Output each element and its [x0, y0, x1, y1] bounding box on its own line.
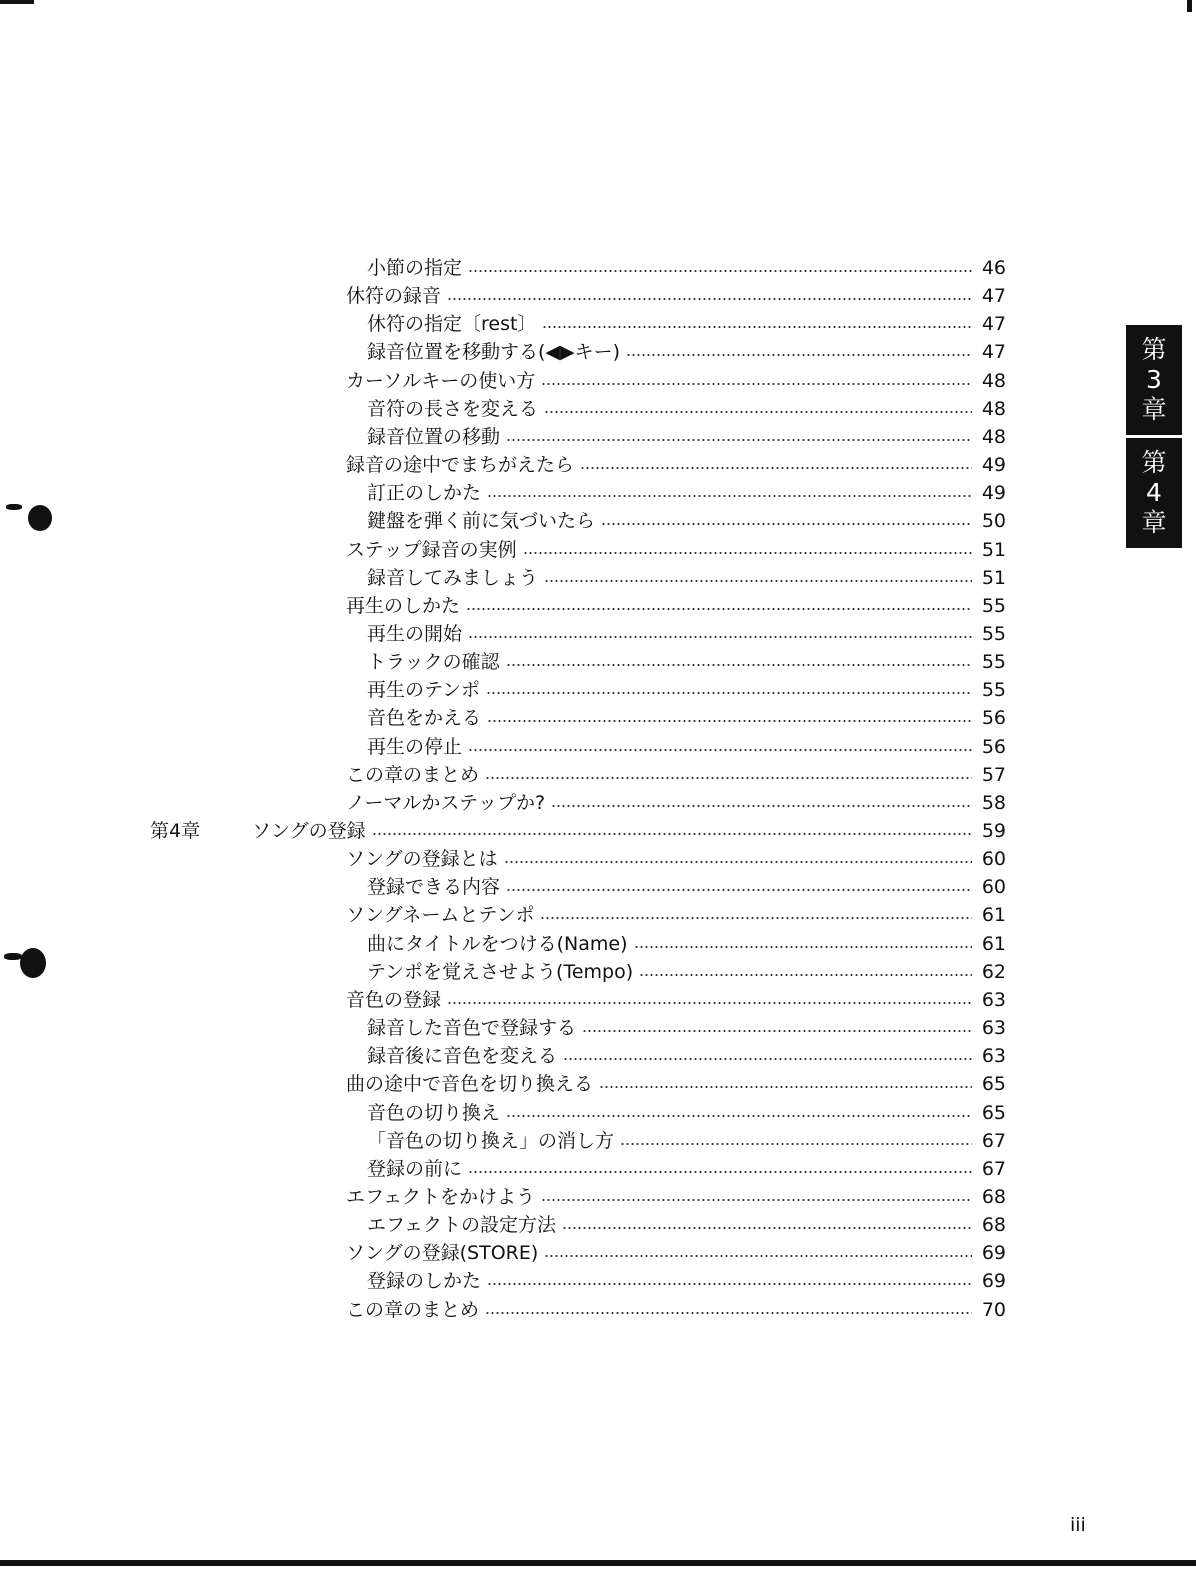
toc-page-number: 60 [981, 848, 1006, 871]
toc-dot-leader [506, 1115, 972, 1117]
toc-page-number: 63 [981, 988, 1006, 1011]
toc-entry-title: 録音してみましょう [367, 566, 539, 589]
toc-dot-leader [626, 354, 972, 356]
toc-row [0, 451, 1196, 479]
toc-entry [367, 676, 1006, 704]
toc-entry [367, 423, 1006, 451]
toc-row [0, 367, 1196, 395]
toc-dot-leader [485, 1312, 972, 1314]
toc-dot-leader [541, 383, 972, 385]
toc-page-number: 56 [981, 735, 1006, 758]
toc-entry-title: 鍵盤を弾く前に気づいたら [367, 510, 596, 533]
toc-row [0, 1183, 1196, 1211]
toc-dot-leader [551, 805, 972, 807]
toc-row [0, 479, 1196, 507]
toc-dot-leader [485, 777, 972, 779]
scan-mark-top-left [0, 0, 34, 4]
toc-entry [346, 789, 1006, 817]
toc-row [0, 254, 1196, 282]
toc-entry [367, 1127, 1006, 1155]
toc-page-number: 65 [981, 1101, 1006, 1124]
toc-entry [252, 817, 1006, 845]
toc-page-number: 58 [981, 791, 1006, 814]
toc-page-number: 62 [981, 960, 1006, 983]
toc-entry-title: 休符の録音 [346, 285, 442, 308]
toc-entry-title: 音符の長さを変える [367, 397, 539, 420]
toc-row [0, 1239, 1196, 1267]
toc-dot-leader [487, 495, 972, 497]
toc-dot-leader [506, 889, 972, 891]
toc-row [0, 1099, 1196, 1127]
toc-page-number: 47 [981, 285, 1006, 308]
toc-dot-leader [468, 270, 972, 272]
toc-entry-title: 再生のテンポ [367, 679, 481, 702]
toc-dot-leader [563, 1058, 972, 1060]
toc-entry [367, 1099, 1006, 1127]
toc-dot-leader [580, 467, 972, 469]
toc-entry-title: ソングの登録とは [346, 848, 498, 871]
toc-entry [346, 451, 1006, 479]
toc-entry [346, 1239, 1006, 1267]
toc-entry-title: この章のまとめ [346, 763, 480, 786]
toc-dot-leader [634, 946, 973, 948]
toc-dot-leader [544, 1255, 972, 1257]
toc-page-number: 51 [981, 538, 1006, 561]
toc-entry [346, 986, 1006, 1014]
toc-entry-title: 音色の登録 [346, 988, 442, 1011]
toc-page-number: 63 [981, 1045, 1006, 1068]
toc-entry [367, 310, 1006, 338]
toc-page-number: 65 [981, 1073, 1006, 1096]
toc-dot-leader [506, 439, 972, 441]
toc-entry [346, 536, 1006, 564]
toc-row [0, 1155, 1196, 1183]
toc-entry [367, 507, 1006, 535]
toc-dot-leader [601, 523, 972, 525]
toc-dot-leader [541, 1199, 972, 1201]
toc-entry [346, 845, 1006, 873]
toc-dot-leader [523, 552, 972, 554]
toc-entry-title: ステップ録音の実例 [346, 538, 517, 561]
toc-entry-title: 「音色の切り換え」の消し方 [367, 1129, 615, 1152]
toc-row [0, 1211, 1196, 1239]
toc-dot-leader [544, 580, 972, 582]
tab-char: 章 [1141, 508, 1167, 537]
toc-entry [367, 930, 1006, 958]
toc-dot-leader [372, 833, 972, 835]
toc-entry [367, 648, 1006, 676]
toc-row [0, 592, 1196, 620]
toc-page-number: 47 [981, 341, 1006, 364]
toc-entry [346, 761, 1006, 789]
toc-entry [346, 367, 1006, 395]
toc-row [0, 986, 1196, 1014]
toc-entry [346, 282, 1006, 310]
toc-entry-title: 音色の切り換え [367, 1101, 501, 1124]
toc-row [0, 507, 1196, 535]
toc-row [0, 845, 1196, 873]
toc-row [0, 704, 1196, 732]
toc-entry [367, 338, 1006, 366]
toc-row [0, 873, 1196, 901]
toc-dot-leader [504, 861, 972, 863]
toc-page-number: 47 [981, 313, 1006, 336]
toc-row [0, 1267, 1196, 1295]
toc-entry-title: 再生の開始 [367, 622, 463, 645]
toc-entry-title: ソングの登録(STORE) [346, 1242, 539, 1265]
toc-page-number: 57 [981, 763, 1006, 786]
toc-dot-leader [542, 326, 972, 328]
toc-row [0, 1070, 1196, 1098]
tab-char: 4 [1146, 478, 1162, 507]
toc-dot-leader [562, 1227, 972, 1229]
toc-row [0, 338, 1196, 366]
toc-row [0, 1042, 1196, 1070]
toc-dot-leader [487, 1283, 972, 1285]
toc-page-number: 48 [981, 397, 1006, 420]
toc-page-number: 67 [981, 1157, 1006, 1180]
toc-page-number: 63 [981, 1017, 1006, 1040]
toc-entry [367, 958, 1006, 986]
toc-entry-title: 録音後に音色を変える [367, 1045, 558, 1068]
toc-entry-title: テンポを覚えさせよう(Tempo) [367, 960, 634, 983]
toc-page-number: 69 [981, 1270, 1006, 1293]
toc-page-number: 51 [981, 566, 1006, 589]
toc-page-number: 68 [981, 1185, 1006, 1208]
toc-entry-title: 録音位置の移動 [367, 425, 501, 448]
toc-page-number: 55 [981, 594, 1006, 617]
tab-char: 3 [1146, 365, 1162, 394]
toc-dot-leader [540, 917, 972, 919]
toc-entry-title: 小節の指定 [367, 257, 463, 279]
toc-entry-title: エフェクトの設定方法 [367, 1214, 557, 1237]
toc-dot-leader [639, 974, 972, 976]
toc-row [0, 930, 1196, 958]
toc-entry [346, 901, 1006, 929]
toc-row [0, 310, 1196, 338]
toc-row [0, 536, 1196, 564]
toc-entry-title: 曲の途中で音色を切り換える [346, 1073, 594, 1096]
toc-entry [367, 620, 1006, 648]
toc-entry-title: 録音位置を移動する(◀▶キー) [367, 341, 621, 364]
toc-dot-leader [466, 608, 972, 610]
toc-row [0, 1014, 1196, 1042]
toc-page-number: 48 [981, 369, 1006, 392]
toc-entry [367, 733, 1006, 761]
toc-entry-title: 録音した音色で登録する [367, 1017, 577, 1040]
toc-row [0, 901, 1196, 929]
toc-dot-leader [447, 298, 972, 300]
toc-page-number: 50 [981, 510, 1006, 533]
toc-dot-leader [468, 636, 972, 638]
toc-row [0, 733, 1196, 761]
toc-row [0, 958, 1196, 986]
toc-dot-leader [447, 1002, 972, 1004]
toc-entry-title: 登録できる内容 [367, 876, 501, 899]
toc-page-number: 61 [981, 904, 1006, 927]
toc-entry [367, 1042, 1006, 1070]
toc-page-number: 56 [981, 707, 1006, 730]
toc-entry [346, 592, 1006, 620]
toc-dot-leader [599, 1086, 972, 1088]
toc-entry [367, 873, 1006, 901]
toc-page-number: 55 [981, 622, 1006, 645]
toc-page-number: 49 [981, 482, 1006, 505]
toc-page-number: 61 [981, 932, 1006, 955]
toc-page-number: 70 [981, 1298, 1006, 1321]
toc-entry-title: 休符の指定〔rest〕 [367, 313, 537, 336]
toc-entry [346, 1183, 1006, 1211]
toc-entry [367, 704, 1006, 732]
toc-dot-leader [506, 664, 972, 666]
scan-mark-top-right [1187, 0, 1192, 12]
toc-row [0, 395, 1196, 423]
toc-row [0, 789, 1196, 817]
tab-char: 章 [1141, 395, 1167, 424]
toc-entry [367, 395, 1006, 423]
toc-entry-title: 訂正のしかた [367, 482, 482, 505]
toc-dot-leader [544, 411, 972, 413]
toc-entry [346, 1070, 1006, 1098]
toc-page-number: 55 [981, 651, 1006, 674]
toc-entry-title: 登録の前に [367, 1157, 463, 1180]
toc-entry-title: 音色をかえる [367, 707, 482, 730]
toc-page-number: 60 [981, 876, 1006, 899]
toc-entry-title: 登録のしかた [367, 1270, 482, 1293]
toc-row [0, 1127, 1196, 1155]
toc-entry [367, 254, 1006, 282]
toc-row [0, 620, 1196, 648]
toc-row [0, 761, 1196, 789]
toc-row [0, 564, 1196, 592]
toc-entry [367, 564, 1006, 592]
toc-entry-title: ソングネームとテンポ [346, 904, 535, 927]
toc-page-number: 67 [981, 1129, 1006, 1152]
page-folio: iii [1070, 1514, 1086, 1536]
toc-dot-leader [468, 749, 972, 751]
toc-entry [346, 1296, 1006, 1324]
toc-entry-title: エフェクトをかけよう [346, 1185, 536, 1208]
toc-page-number: 68 [981, 1214, 1006, 1237]
tab-char: 第 [1141, 335, 1167, 364]
toc-entry-title: この章のまとめ [346, 1298, 480, 1321]
toc-row [0, 817, 1196, 845]
toc-dot-leader [582, 1030, 972, 1032]
toc-entry [367, 1014, 1006, 1042]
toc-page-number: 55 [981, 679, 1006, 702]
toc-row [0, 423, 1196, 451]
toc-row [0, 648, 1196, 676]
toc-dot-leader [468, 1171, 972, 1173]
toc-row [0, 1296, 1196, 1324]
toc-page-number: 49 [981, 454, 1006, 477]
toc-row [0, 676, 1196, 704]
toc-entry-title: カーソルキーの使い方 [346, 369, 536, 392]
toc-entry-title: トラックの確認 [367, 651, 500, 674]
toc-entry [367, 1267, 1006, 1295]
toc-entry [367, 479, 1006, 507]
toc-page-number: 59 [981, 820, 1006, 842]
toc-entry-title: 再生の停止 [367, 735, 463, 758]
toc-entry [367, 1155, 1006, 1183]
toc-entry-title: 再生のしかた [346, 594, 461, 617]
toc-row [0, 282, 1196, 310]
toc-page-number: 46 [981, 257, 1006, 279]
toc-page-number: 48 [981, 425, 1006, 448]
toc-dot-leader [486, 692, 972, 694]
toc-entry-title: ソングの登録 [252, 820, 366, 842]
tab-char: 第 [1141, 448, 1167, 477]
toc-entry-title: ノーマルかステップか? [346, 791, 546, 814]
toc-entry [367, 1211, 1006, 1239]
toc-dot-leader [487, 720, 972, 722]
toc-dot-leader [620, 1143, 972, 1145]
toc-entry-title: 録音の途中でまちがえたら [346, 454, 575, 477]
toc-page-number: 69 [981, 1242, 1006, 1265]
toc-entry-title: 曲にタイトルをつける(Name) [367, 932, 628, 955]
bottom-rule [0, 1560, 1196, 1566]
toc-chapter-label: 第4章 [150, 820, 201, 842]
